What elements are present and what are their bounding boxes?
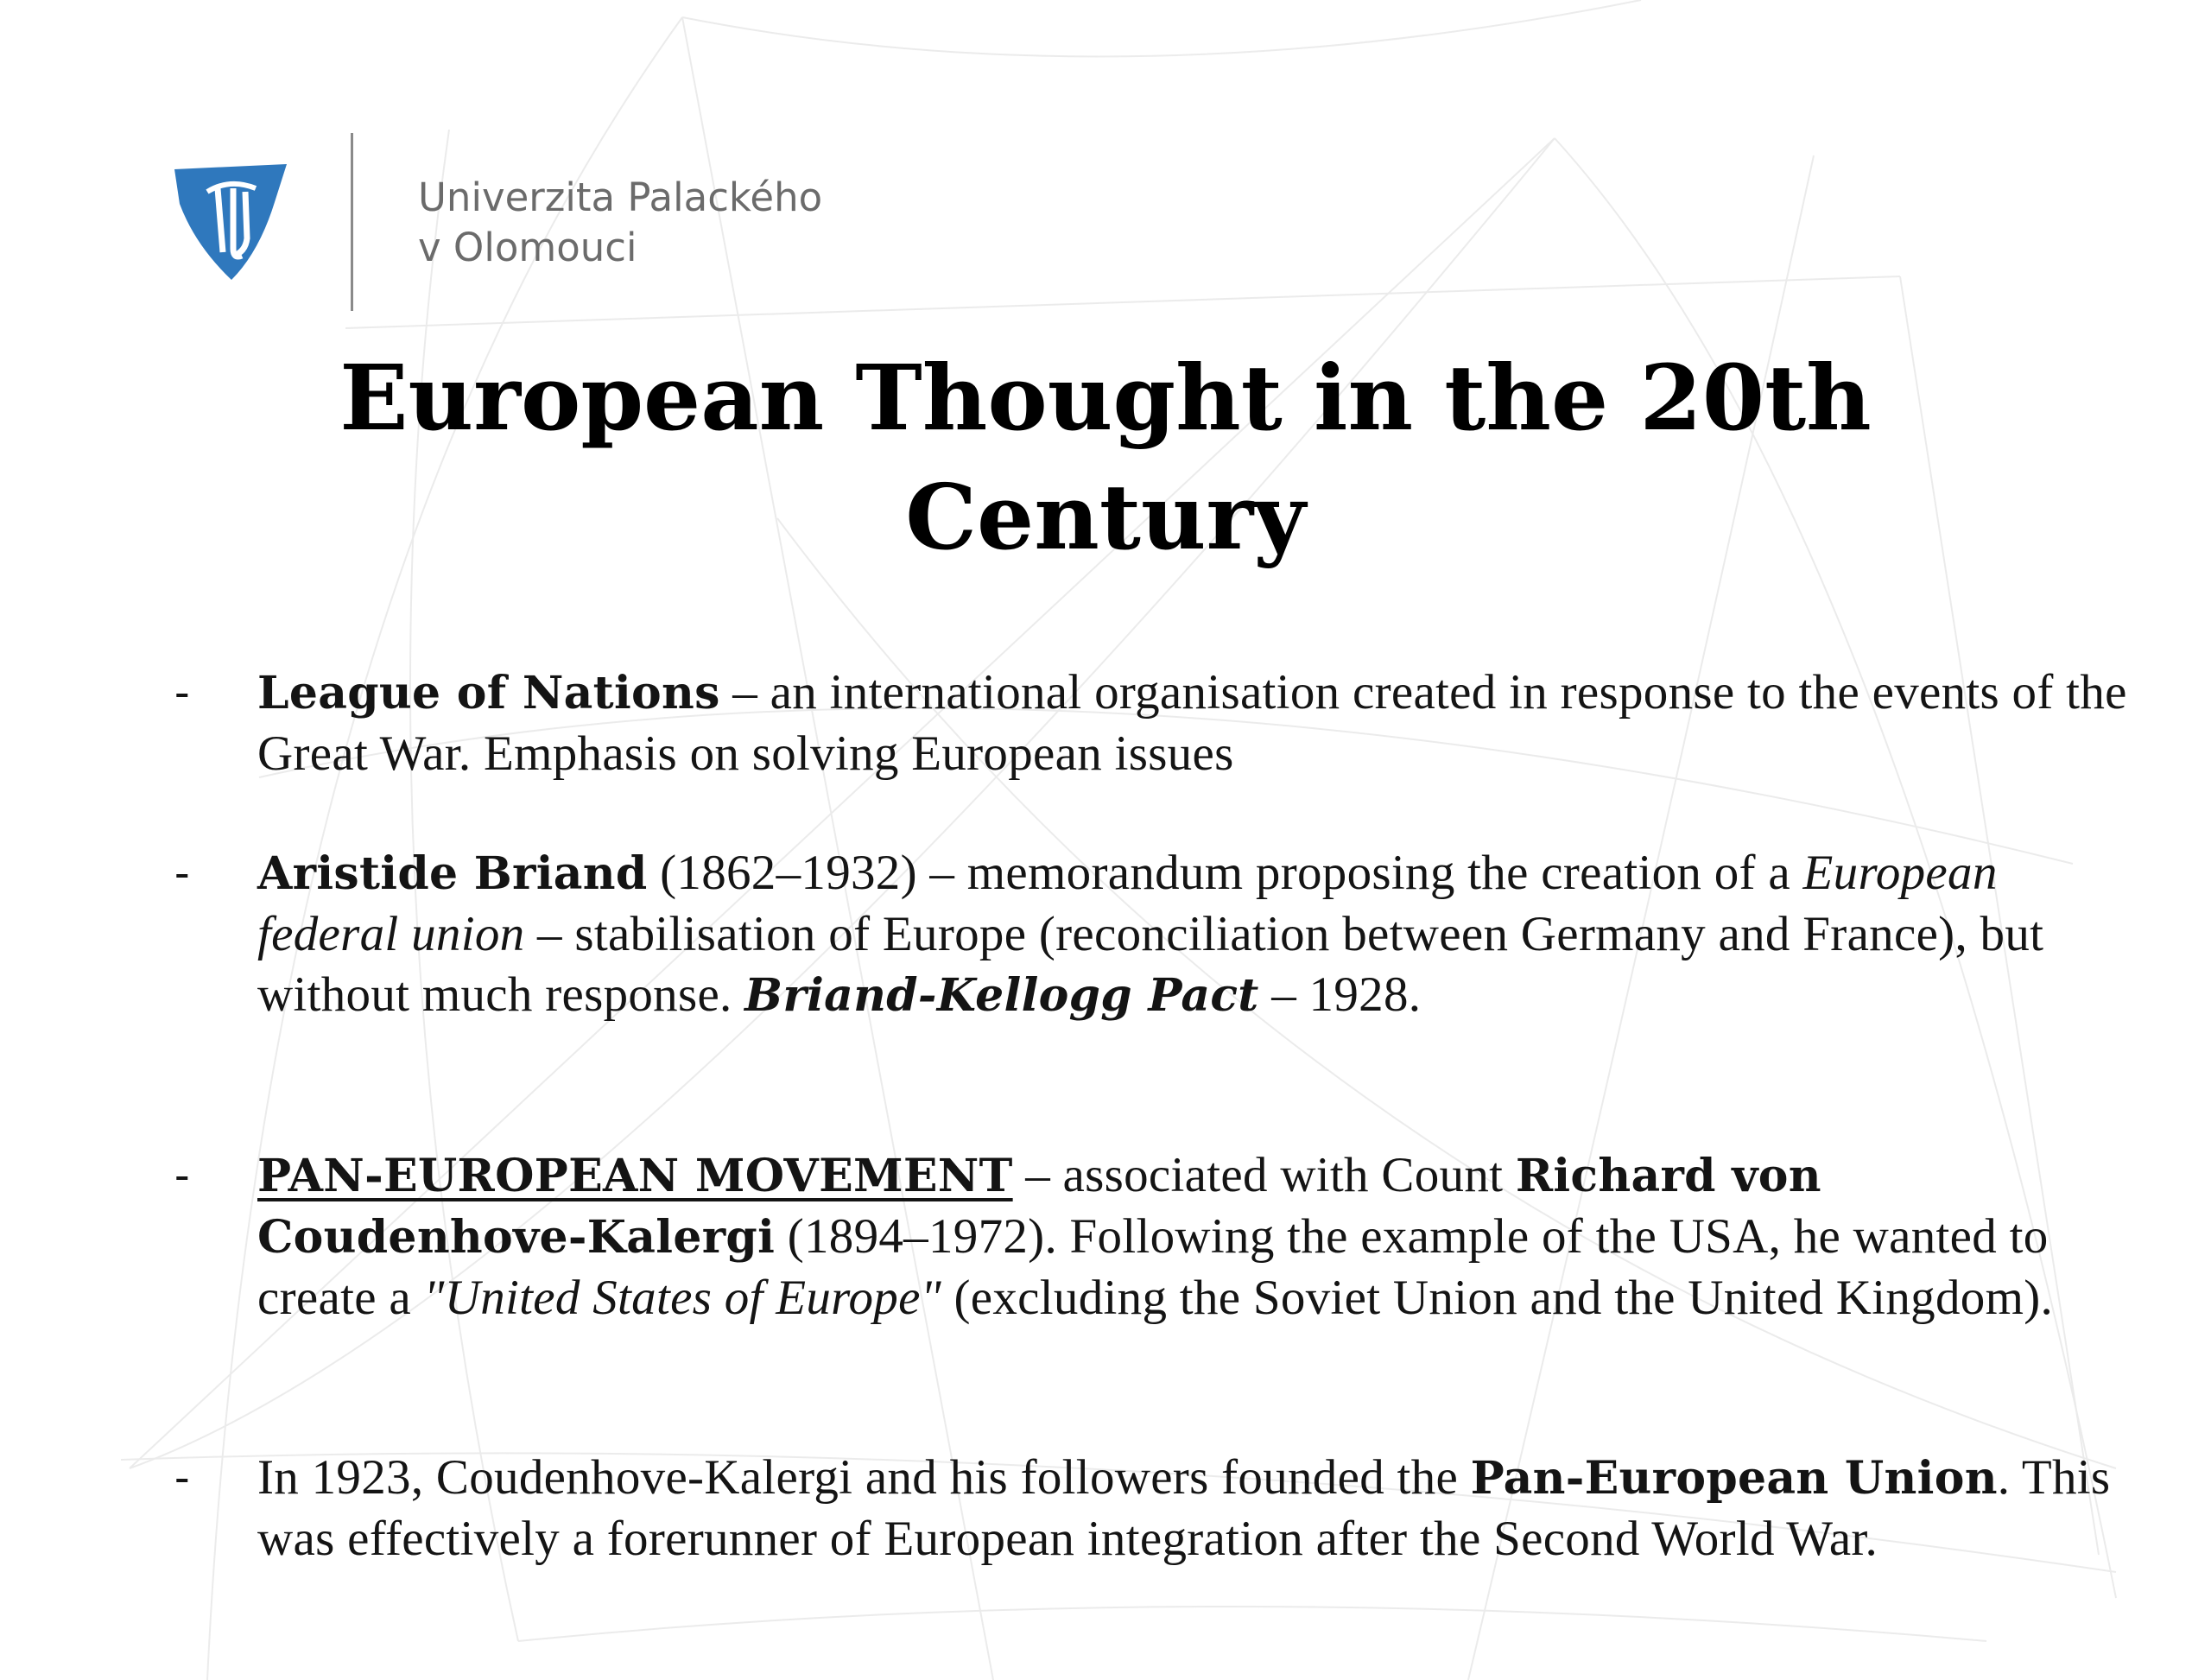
bullet-text-part: – 1928. xyxy=(1258,967,1422,1022)
bullet-text-part: Richard von Coudenhove-Kalergi xyxy=(257,1150,1821,1264)
university-name-line2: v Olomouci xyxy=(418,225,637,270)
bullet-text xyxy=(257,662,2140,784)
slide-title-line1: European Thought in the 20th xyxy=(339,345,1872,451)
bullet-text-part: European federal union xyxy=(257,846,1998,961)
slide-title xyxy=(0,339,2211,577)
bullet-text-part: Pan-European Union xyxy=(1470,1452,1998,1505)
bullet-text-part: In 1923, Coudenhove-Kalergi and his followers founded the xyxy=(257,1450,1471,1505)
bullet-text xyxy=(257,1448,2140,1569)
bullet-dash: - xyxy=(174,667,190,719)
bullet-text-part: (excluding the Soviet Union and the United Kingdom). xyxy=(941,1271,2054,1325)
bullet-text xyxy=(257,843,2140,1026)
slide-title-line2: Century xyxy=(905,464,1306,570)
bullet-dash: - xyxy=(174,1452,190,1504)
university-name-line1: Univerzita Palackého xyxy=(418,174,823,220)
bullet-text xyxy=(257,1145,2140,1328)
bullet-dash: - xyxy=(174,847,190,899)
bullet-text-part: – an international organisation created in response to the events of the Great War. Emphasis on solving European issues xyxy=(257,665,2127,781)
bullet-text-part: (1862–1932) – memorandum proposing the creation of a xyxy=(647,846,1803,900)
bullet-text-part: – stabilisation of Europe (reconciliation between Germany and France), but without much response. xyxy=(257,907,2044,1022)
bullet-text-part: "United States of Europe" xyxy=(423,1271,941,1325)
bullet-text-part: – associated with Count xyxy=(1012,1148,1516,1202)
bullet-text-part: (1894–1972). Following the example of the USA, he wanted to create a xyxy=(257,1209,2049,1325)
logo-divider xyxy=(351,133,353,311)
university-name xyxy=(418,173,822,273)
upol-shield-logo-icon xyxy=(173,162,288,282)
bullet-text-part: Aristide Briand xyxy=(257,847,648,900)
bullet-text-part: PAN-EUROPEAN MOVEMENT xyxy=(257,1150,1013,1202)
bullet-text-part: Briand-Kellogg Pact xyxy=(744,969,1259,1022)
bullet-text-part: League of Nations xyxy=(257,667,720,720)
bullet-dash: - xyxy=(174,1150,190,1201)
bullet-text-part: . This was effectively a forerunner of European integration after the Second World War. xyxy=(257,1450,2111,1566)
